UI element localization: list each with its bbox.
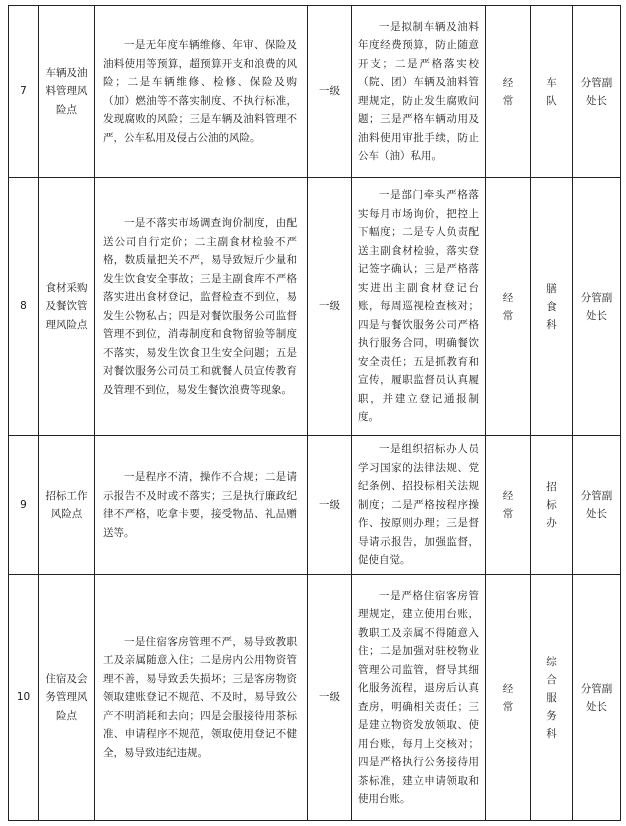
risk-level: 一级 bbox=[308, 575, 352, 821]
risk-description bbox=[95, 178, 308, 436]
risk-description bbox=[95, 6, 308, 178]
responsible-department-text: 车队 bbox=[546, 76, 557, 107]
responsible-leader bbox=[573, 575, 621, 821]
control-measures bbox=[352, 575, 486, 821]
responsible-leader-text: 分管副处长 bbox=[580, 490, 613, 520]
check-period bbox=[486, 178, 531, 436]
responsible-leader-text: 分管副处长 bbox=[580, 291, 613, 322]
check-period-text: 经常 bbox=[502, 76, 514, 107]
responsible-department-text: 招标办 bbox=[546, 481, 557, 529]
check-period bbox=[486, 6, 531, 178]
table-row bbox=[9, 575, 621, 821]
risk-description-text: 一是住宿客房管理不严，易导致教职工及亲属随意入住；二是房内公用物资管理不善，易导致丢失损坏；三是客房物资领取建账登记不规范、不及时，易导致公产不明消耗和去向；四是会服接待用茶标准、申请程序不规范，领取使用登记不健全，易导致违纪违规。 bbox=[103, 635, 297, 759]
control-measures bbox=[352, 178, 486, 436]
risk-description-text: 一是不落实市场调查询价制度，由配送公司自行定价；二主副食材检验不严格，数质量把关不严，易导致短斤少量和发生饮食安全事故；三是主副食库不严格落实进出食材登记，监督检查不到位，易发生公物私占；四是对餐饮服务公司监督管理不到位，消毒制度和食物留验等制度不落实，易发生饮食卫生安全问题；五是对餐饮服务公司员工和就餐人员宣传教育及管理不到位，易发生餐饮浪费等现象。 bbox=[103, 217, 297, 396]
responsible-leader bbox=[573, 436, 621, 575]
row-number: 7 bbox=[9, 6, 39, 178]
risk-point-name: 食材采购及餐饮管理风险点 bbox=[39, 178, 95, 436]
control-measures-text: 一是拟制车辆及油料年度经费预算，防止随意开支；二是严格落实校（院、团）车辆及油料管理规定，防止发生腐败问题；三是严格车辆动用及油料使用审批手续，防止公车（油）私用。 bbox=[358, 20, 479, 162]
responsible-department bbox=[531, 178, 573, 436]
check-period bbox=[486, 436, 531, 575]
control-measures-text: 一是严格住宿客房管理规定，建立使用台账，教职工及亲属不得随意入住；二是加强对驻校物业管理公司监管，督导其细化服务流程，退房后认真查房，明确相关责任；三是建立物资发放领取、使用台账，每月上交核对；四是严格执行公务接待用茶标准，建立申请领取和使用台账。 bbox=[358, 589, 479, 805]
risk-level: 一级 bbox=[308, 436, 352, 575]
responsible-leader bbox=[573, 178, 621, 436]
row-number: 8 bbox=[9, 178, 39, 436]
row-number: 10 bbox=[9, 575, 39, 821]
control-measures bbox=[352, 436, 486, 575]
responsible-department-text: 综合服务科 bbox=[546, 655, 557, 740]
table-row bbox=[9, 178, 621, 436]
risk-point-name: 招标工作风险点 bbox=[39, 436, 95, 575]
risk-description bbox=[95, 436, 308, 575]
responsible-leader-text: 分管副处长 bbox=[580, 682, 613, 713]
table-row bbox=[9, 436, 621, 575]
risk-description-text: 一是程序不清，操作不合规；二是请示报告不及时或不落实；三是执行廉政纪律不严格，吃拿卡要，接受物品、礼品赠送等。 bbox=[103, 471, 297, 539]
row-number: 9 bbox=[9, 436, 39, 575]
responsible-department bbox=[531, 436, 573, 575]
risk-level: 一级 bbox=[308, 6, 352, 178]
control-measures bbox=[352, 6, 486, 178]
check-period bbox=[486, 575, 531, 821]
risk-control-table bbox=[8, 5, 621, 821]
check-period-text: 经常 bbox=[502, 291, 514, 322]
check-period-text: 经常 bbox=[502, 682, 514, 713]
responsible-department bbox=[531, 6, 573, 178]
responsible-leader bbox=[573, 6, 621, 178]
risk-point-name: 车辆及油料管理风险点 bbox=[39, 6, 95, 178]
risk-description bbox=[95, 575, 308, 821]
control-measures-text: 一是组织招标办人员学习国家的法律法规、党纪条例、招投标相关法规制度；二是严格按程序操作、按原则办理；三是督导请示报告，加强监督，促使自觉。 bbox=[358, 443, 479, 567]
responsible-department bbox=[531, 575, 573, 821]
table-row bbox=[9, 6, 621, 178]
risk-point-name: 住宿及会务管理风险点 bbox=[39, 575, 95, 821]
risk-level: 一级 bbox=[308, 178, 352, 436]
risk-description-text: 一是无年度车辆维修、年审、保险及油料使用等预算，超预算开支和浪费的风险；二是车辆维修、检修、保险及购（加）燃油等不落实制度、不执行标准，发现腐败的风险；三是车辆及油料管理不严，公车私用及侵占公油的风险。 bbox=[103, 39, 297, 144]
check-period-text: 经常 bbox=[502, 490, 514, 520]
responsible-leader-text: 分管副处长 bbox=[580, 76, 613, 107]
responsible-department-text: 膳食科 bbox=[546, 282, 557, 331]
control-measures-text: 一是部门牵头严格落实每月市场询价，把控上下幅度；二是专人负责配送主副食材检验，落实登记签字确认；三是严格落实进出主副食材登记台账，每周巡视检查核对；四是与餐饮服务公司严格执行服务合同，明确餐饮安全责任；五是抓教育和宣传，履职监督员认真履职，并建立登记通报制度。 bbox=[358, 189, 479, 424]
